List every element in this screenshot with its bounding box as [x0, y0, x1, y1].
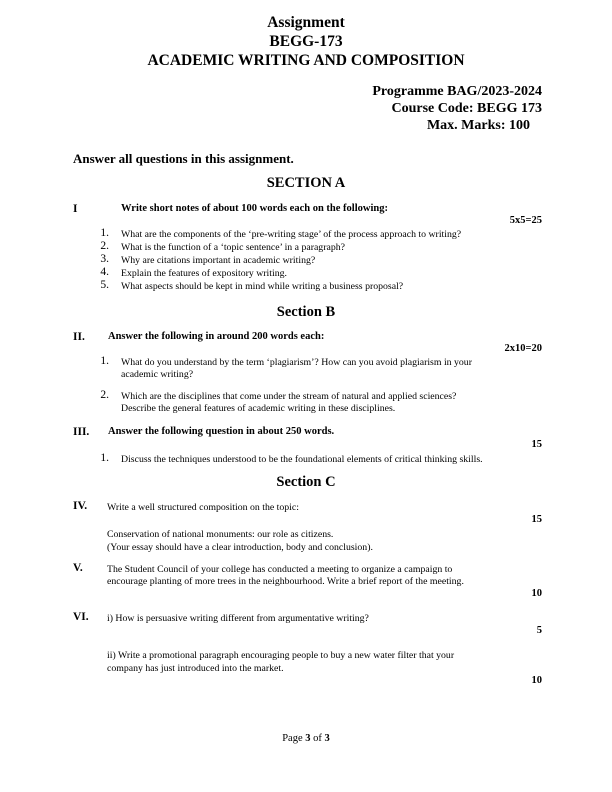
question-text: i) How is persuasive writing different from argumentative writing?	[107, 613, 369, 624]
question-text: What are the components of the ‘pre-writing stage’ of the process approach to writing?	[121, 229, 462, 240]
section-c-heading: Section C	[276, 474, 336, 490]
question-text: Which are the disciplines that come under the stream of natural and applied sciences?	[121, 391, 457, 402]
section-a-marks: 5x5=25	[509, 215, 542, 226]
section-c-v-roman: V.	[73, 562, 83, 574]
section-c-iv-roman: IV.	[73, 500, 88, 512]
section-a-roman: I	[73, 203, 78, 215]
section-a-heading: SECTION A	[266, 175, 346, 191]
course-code-title: BEGG-173	[269, 33, 343, 50]
question-text: Explain the features of expository writing.	[121, 268, 287, 279]
question-text: company has just introduced into the market.	[107, 663, 284, 674]
programme: Programme BAG/2023-2024	[372, 84, 542, 99]
question-number: 5.	[100, 279, 109, 291]
page-of: of	[310, 733, 325, 744]
section-b-iii-instruction: Answer the following question in about 250 words.	[108, 426, 335, 437]
assignment-title: Assignment	[267, 14, 345, 31]
question-number: 1.	[100, 227, 109, 239]
section-b-iii-marks: 15	[531, 439, 542, 450]
section-a-instruction: Write short notes of about 100 words each on the following:	[121, 203, 388, 214]
question-number: 1.	[100, 355, 109, 367]
course-code: Course Code: BEGG 173	[391, 101, 542, 116]
essay-topic: Conservation of national monuments: our role as citizens.	[107, 529, 334, 540]
question-text: What do you understand by the term ‘plagiarism’? How can you avoid plagiarism in your	[121, 357, 472, 368]
essay-note: (Your essay should have a clear introduction, body and conclusion).	[107, 542, 373, 553]
section-c-vi-part2-marks: 10	[531, 675, 542, 686]
question-number: 1.	[100, 452, 109, 464]
section-c-vi-part1-marks: 5	[536, 625, 542, 636]
page-total: 3	[324, 733, 330, 744]
question-number: 2.	[100, 389, 109, 401]
page-prefix: Page	[282, 733, 306, 744]
question-text: Why are citations important in academic writing?	[121, 255, 316, 266]
general-instruction: Answer all questions in this assignment.	[73, 151, 294, 166]
max-marks: Max. Marks: 100	[426, 118, 530, 133]
question-text: ii) Write a promotional paragraph encouraging people to buy a new water filter that your	[107, 650, 455, 661]
question-text: What aspects should be kept in mind while writing a business proposal?	[121, 281, 404, 292]
question-text: The Student Council of your college has conducted a meeting to organize a campaign to	[107, 564, 453, 575]
question-text: What is the function of a ‘topic sentence’ in a paragraph?	[121, 242, 345, 253]
section-c-v-marks: 10	[531, 588, 542, 599]
question-text: encourage planting of more trees in the neighbourhood. Write a brief report of the meeting.	[107, 576, 464, 587]
section-b-ii-instruction: Answer the following in around 200 words each:	[108, 331, 325, 342]
section-c-iv-marks: 15	[531, 514, 542, 525]
question-number: 3.	[100, 253, 109, 265]
section-b-iii-roman: III.	[73, 426, 90, 438]
section-b-ii-marks: 2x10=20	[504, 343, 542, 354]
section-c-vi-roman: VI.	[73, 611, 89, 623]
section-c-iv-text: Write a well structured composition on the topic:	[107, 502, 299, 513]
page-number: 3	[305, 733, 311, 744]
course-name-title: ACADEMIC WRITING AND COMPOSITION	[147, 52, 465, 69]
question-text: Discuss the techniques understood to be the foundational elements of critical thinking skills.	[121, 454, 483, 465]
section-b-ii-roman: II.	[73, 331, 85, 343]
question-text: Describe the general features of academic writing in these disciplines.	[121, 403, 396, 414]
question-number: 4.	[100, 266, 109, 278]
page-footer	[0, 733, 612, 744]
question-number: 2.	[100, 240, 109, 252]
question-text: academic writing?	[121, 369, 194, 380]
section-b-heading: Section B	[276, 304, 336, 320]
